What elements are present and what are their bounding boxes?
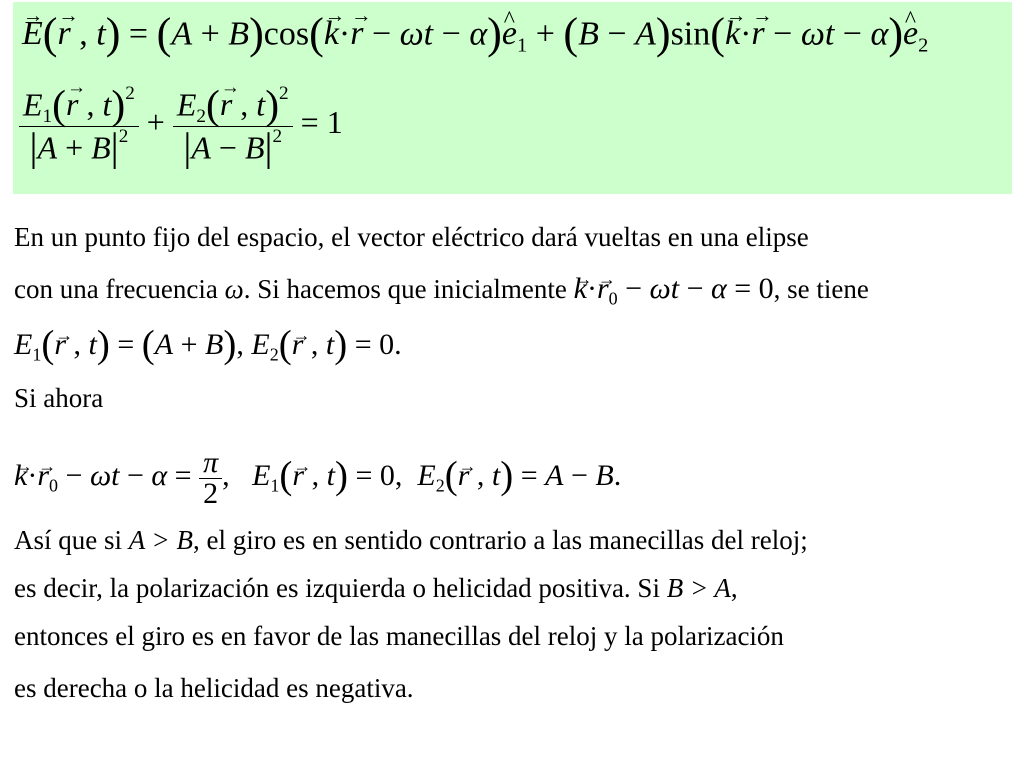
- inline-phase-equation: → $k\cdot\to r_0 - \omega t - \alpha = 0$: [574, 272, 774, 305]
- text-line-5: → $k\cdot\to r_0 - \omega t - \alpha$ = $\frac{\pi}{2}$ , $E_1(\to r$ , t) = 0, $E_2(\to r$ , t) = A − B.: [14, 446, 621, 508]
- text-line-9: es derecha o la helicidad es negativa.: [14, 673, 414, 703]
- text-line-8: entonces el giro es en favor de las manecillas del reloj y la polarización: [14, 621, 784, 651]
- field-equation: → E(→ r , t) = (A + B)cos(→ k·→ r − ωt − α)^ $e_1 + (B - A)\sin(\to k\cdot\to r - \omega t$ − α)^ $e_2$: [22, 12, 928, 56]
- text-line-4: Si ahora: [14, 383, 104, 413]
- text-line-7: es decir, la polarización es izquierda o helicidad positiva. Si B > A,: [14, 573, 738, 603]
- equation-box: [13, 2, 1012, 194]
- text-line-2: con una frecuencia ω. Si hacemos que inicialmente → $k\cdot\to r_0 - \omega t - \alpha = 0$, se tiene: [14, 274, 869, 313]
- text-line-3: $E_1(\to r$ , t) = (A + B), $E_2(\to r$ , t) = 0.: [14, 330, 402, 369]
- text-line-6: Así que si A > B, el giro es en sentido contrario a las manecillas del reloj;: [14, 525, 808, 555]
- ellipse-equation: $\frac{E_1(\to r , t)^2}{|A + B|^2}$ + $\frac{E_2(\to r , t)^2}{|A - B|^2}$ = 1: [19, 84, 343, 168]
- text-line-1: En un punto fijo del espacio, el vector eléctrico dará vueltas en una elipse: [14, 222, 809, 252]
